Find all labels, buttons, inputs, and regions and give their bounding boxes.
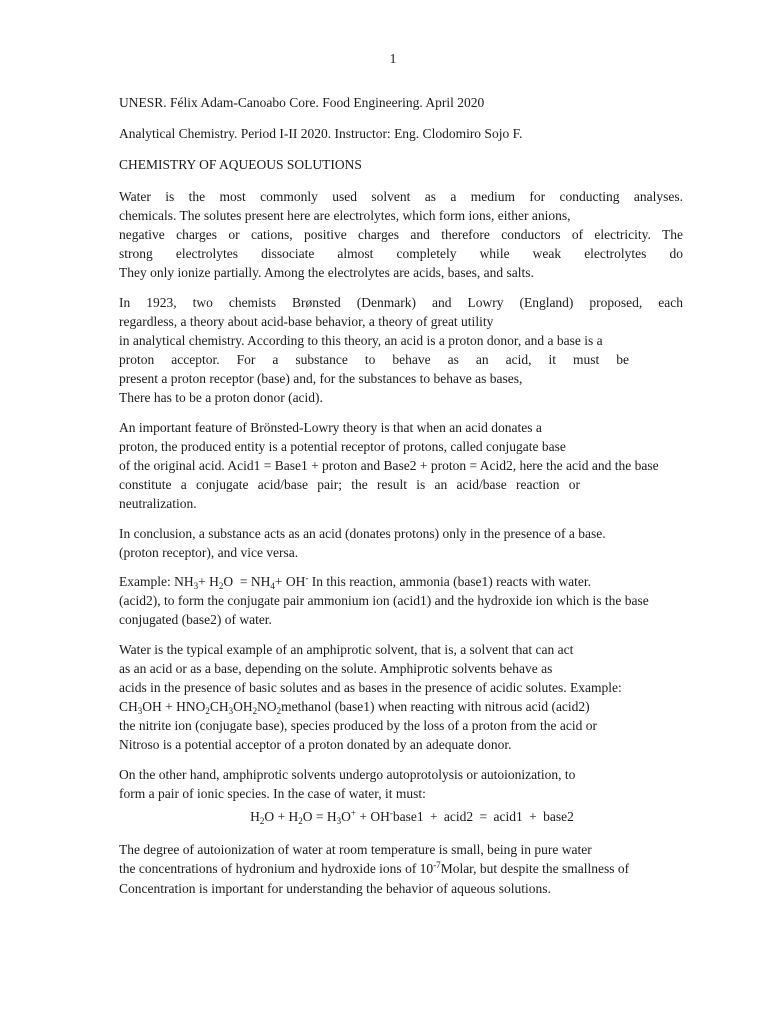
paragraph-intro	[119, 187, 683, 283]
text-line: of the original acid. Acid1 = Base1 + proton and Base2 + proton = Acid2, here the acid and the base	[119, 458, 659, 473]
text-line: Concentration is important for understanding the behavior of aqueous solutions.	[119, 880, 551, 896]
text-line: Nitroso is a potential acceptor of a proton donated by an adequate donor.	[119, 737, 512, 753]
text-line: neutralization.	[119, 496, 197, 512]
text-line: In conclusion, a substance acts as an acid (donates protons) only in the presence of a base.	[119, 525, 606, 541]
text-line: present a proton receptor (base) and, for the substances to behave as bases,	[119, 371, 523, 387]
document-body	[119, 93, 683, 908]
text-line: The degree of autoionization of water at room temperature is small, being in pure water	[119, 842, 592, 858]
text-line: negative charges or cations, positive charges and therefore conductors of electricity. The	[119, 226, 683, 242]
paragraph-amphiprotic	[119, 640, 683, 755]
text-line: (acid2), to form the conjugate pair ammonium ion (acid1) and the hydroxide ion which is the base	[119, 593, 649, 609]
water-autoionization-equation: $H_2O + H_2O = H_3O^+$ + OH-base1 + acid2 = acid1 + base2	[250, 808, 574, 826]
document-title: CHEMISTRY OF AQUEOUS SOLUTIONS	[119, 157, 362, 173]
ammonia-reaction-line: Example: $NH_3+ H_2O = NH_4+ OH^-$ In this reaction, ammonia (base1) reacts with water.	[119, 572, 592, 591]
text-line: proton, the produced entity is a potential receptor of protons, called conjugate base	[119, 438, 566, 454]
text-line: An important feature of Brönsted-Lowry theory is that when an acid donates a	[119, 419, 542, 435]
text-line: conjugated (base2) of water.	[119, 612, 272, 628]
text-line: (proton receptor), and vice versa.	[119, 544, 299, 560]
text-line: strong electrolytes dissociate almost completely while weak electrolytes do	[119, 246, 683, 262]
text-line: regardless, a theory about acid-base behavior, a theory of great utility	[119, 313, 494, 329]
paragraph-conclusion	[119, 524, 683, 562]
text-line: On the other hand, amphiprotic solvents undergo autoprotolysis or autoionization, to	[119, 766, 576, 782]
text-line: chemicals. The solutes present here are electrolytes, which form ions, either anions,	[119, 207, 571, 223]
text-line: in analytical chemistry. According to this theory, an acid is a proton donor, and a base is a	[119, 332, 603, 348]
methanol-reaction-line: $CH_3OH$ + $HNO_2CH_3OH_2NO_2methanol$ (base1) when reacting with nitrous acid (acid2)	[119, 699, 590, 717]
text-line: acids in the presence of basic solutes and as bases in the presence of acidic solutes. Example:	[119, 679, 622, 695]
paragraph-autoionization-degree	[119, 840, 683, 898]
concentration-line: the concentrations of hydronium and hydroxide ions of $10^{-7}Molar$, but despite the smallness of	[119, 860, 630, 877]
header-institution: UNESR. Félix Adam-Canoabo Core. Food Engineering. April 2020	[119, 95, 485, 110]
text-line: In 1923, two chemists Brønsted (Denmark) and Lowry (England) proposed, each	[119, 294, 683, 310]
text-line: the nitrite ion (conjugate base), species produced by the loss of a proton from the acid or	[119, 718, 597, 734]
text-line: as an acid or as a base, depending on the solute. Amphiprotic solvents behave as	[119, 660, 553, 676]
header-course: Analytical Chemistry. Period I-II 2020. Instructor: Eng. Clodomiro Sojo F.	[119, 126, 523, 142]
text-line: There has to be a proton donor (acid).	[119, 390, 323, 406]
text-line: constitute a conjugate acid/base pair; the result is an acid/base reaction or	[119, 477, 580, 493]
text-line: form a pair of ionic species. In the case of water, it must:	[119, 785, 426, 801]
text-line: proton acceptor. For a substance to behave as an acid, it must be	[119, 352, 629, 368]
text-line: Water is the typical example of an amphiprotic solvent, that is, a solvent that can act	[119, 641, 574, 657]
paragraph-bronsted-lowry	[119, 293, 683, 408]
paragraph-example-ammonia	[119, 572, 683, 630]
text-line: They only ionize partially. Among the electrolytes are acids, bases, and salts.	[119, 265, 534, 281]
paragraph-autoprotolysis	[119, 765, 683, 803]
text-line: Water is the most commonly used solvent as a medium for conducting analyses.	[119, 188, 683, 204]
paragraph-conjugate-base	[119, 418, 683, 514]
page-number: 1	[389, 51, 397, 66]
